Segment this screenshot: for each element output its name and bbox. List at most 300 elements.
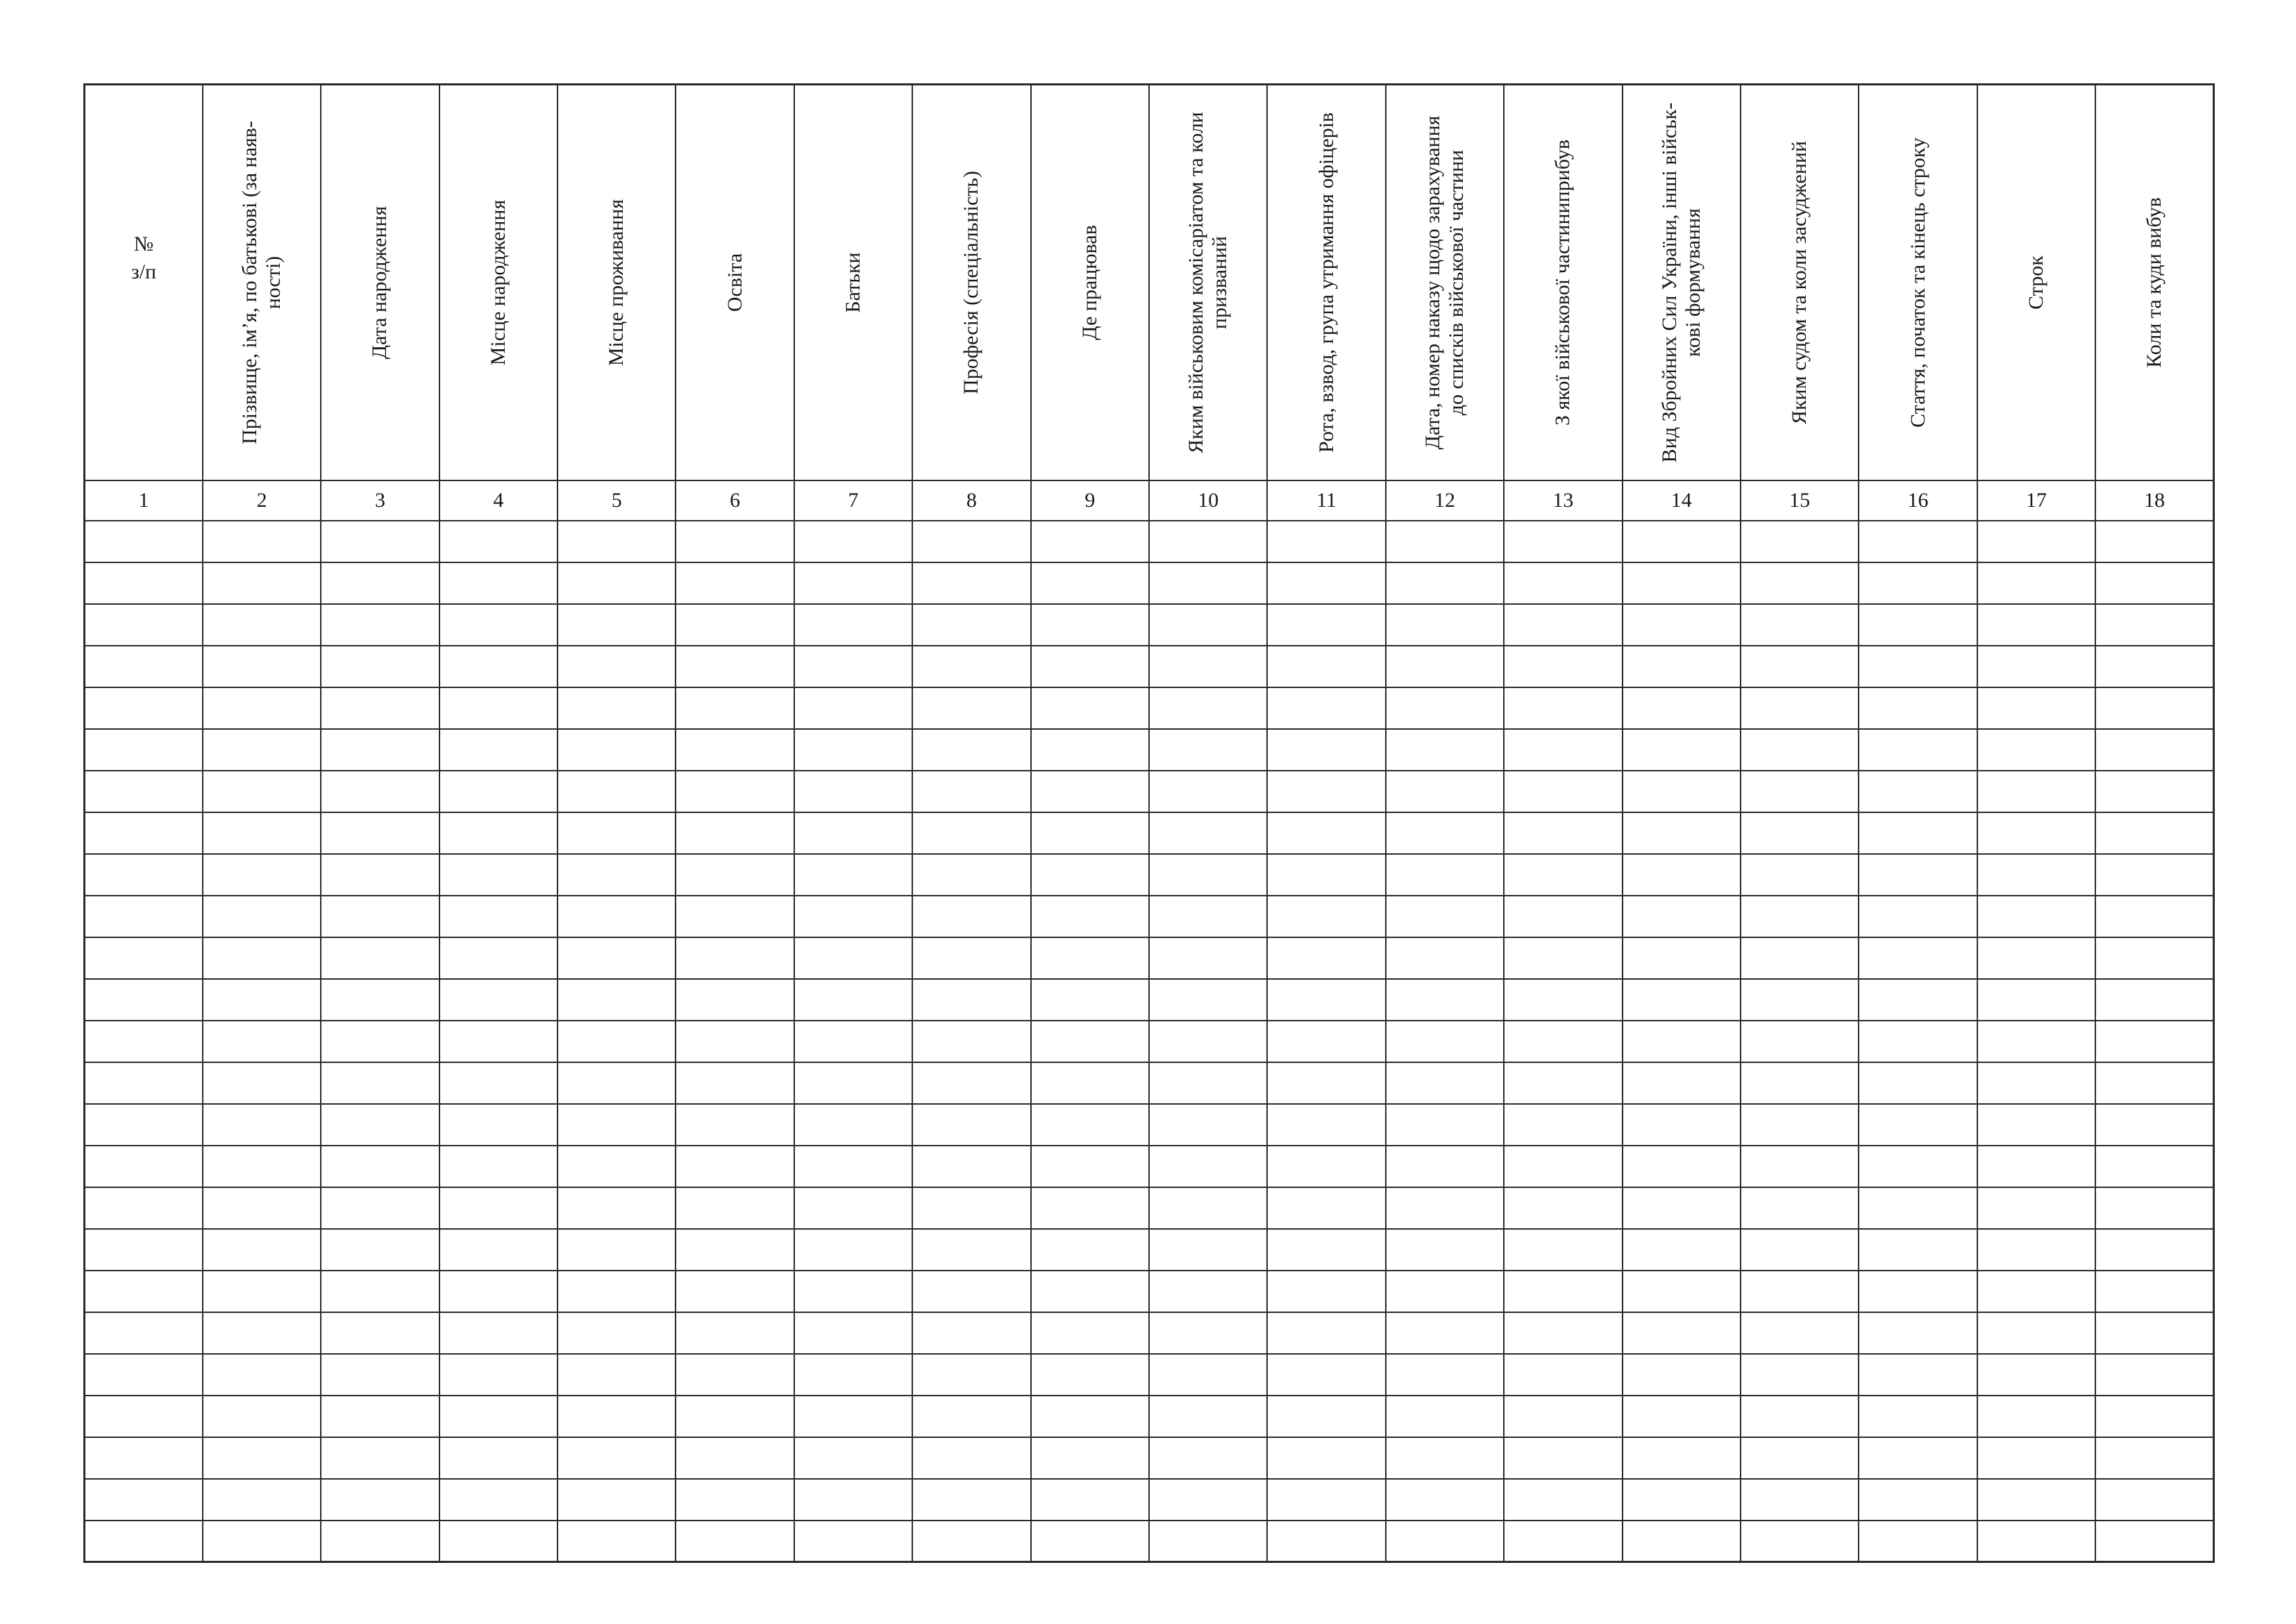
table-cell[interactable] [1031,937,1149,979]
table-cell[interactable] [1504,646,1622,687]
table-cell[interactable] [1504,1312,1622,1354]
table-cell[interactable] [912,1104,1030,1146]
table-cell[interactable] [1149,937,1267,979]
table-cell[interactable] [1977,1021,2095,1062]
table-cell[interactable] [2095,896,2213,937]
table-cell[interactable] [1386,646,1504,687]
table-cell[interactable] [1977,812,2095,854]
table-cell[interactable] [794,1437,912,1479]
table-cell[interactable] [1741,854,1859,896]
table-cell[interactable] [1504,812,1622,854]
table-cell[interactable] [1031,1437,1149,1479]
table-cell[interactable] [1623,562,1741,604]
table-cell[interactable] [1623,854,1741,896]
table-cell[interactable] [1977,521,2095,562]
table-cell[interactable] [558,812,676,854]
table-cell[interactable] [1741,1396,1859,1437]
table-cell[interactable] [1623,1396,1741,1437]
table-cell[interactable] [794,521,912,562]
table-cell[interactable] [321,1229,439,1271]
table-cell[interactable] [1504,729,1622,771]
table-cell[interactable] [1386,1521,1504,1562]
table-cell[interactable] [558,1062,676,1104]
table-cell[interactable] [1031,1104,1149,1146]
table-cell[interactable] [1741,1229,1859,1271]
table-cell[interactable] [1267,1229,1385,1271]
table-cell[interactable] [1859,1229,1977,1271]
table-cell[interactable] [1504,1354,1622,1396]
table-cell[interactable] [676,521,794,562]
table-cell[interactable] [439,1521,558,1562]
table-cell[interactable] [1149,1187,1267,1229]
table-cell[interactable] [1386,812,1504,854]
table-cell[interactable] [1741,729,1859,771]
table-cell[interactable] [321,1521,439,1562]
table-cell[interactable] [321,1479,439,1521]
table-cell[interactable] [1267,1521,1385,1562]
table-cell[interactable] [439,1104,558,1146]
table-cell[interactable] [2095,1104,2213,1146]
table-cell[interactable] [2095,1229,2213,1271]
table-cell[interactable] [439,604,558,646]
table-cell[interactable] [1267,771,1385,812]
table-cell[interactable] [1741,937,1859,979]
table-cell[interactable] [321,729,439,771]
table-cell[interactable] [1267,854,1385,896]
table-cell[interactable] [203,1271,321,1312]
table-cell[interactable] [676,937,794,979]
table-cell[interactable] [439,771,558,812]
table-cell[interactable] [1386,896,1504,937]
table-cell[interactable] [1504,771,1622,812]
table-cell[interactable] [85,771,203,812]
table-cell[interactable] [2095,937,2213,979]
table-cell[interactable] [1623,979,1741,1021]
table-cell[interactable] [1859,1021,1977,1062]
table-cell[interactable] [321,1312,439,1354]
table-cell[interactable] [2095,812,2213,854]
table-cell[interactable] [676,854,794,896]
table-cell[interactable] [1859,1146,1977,1187]
table-cell[interactable] [794,687,912,729]
table-cell[interactable] [558,1312,676,1354]
table-cell[interactable] [1267,979,1385,1021]
table-cell[interactable] [439,937,558,979]
table-cell[interactable] [794,979,912,1021]
table-cell[interactable] [1623,1229,1741,1271]
table-cell[interactable] [912,1187,1030,1229]
table-cell[interactable] [912,1271,1030,1312]
table-cell[interactable] [1741,687,1859,729]
table-cell[interactable] [1267,1187,1385,1229]
table-cell[interactable] [794,1354,912,1396]
table-cell[interactable] [794,1146,912,1187]
table-cell[interactable] [1623,771,1741,812]
table-cell[interactable] [558,604,676,646]
table-cell[interactable] [2095,1437,2213,1479]
table-cell[interactable] [1504,1521,1622,1562]
table-cell[interactable] [1386,771,1504,812]
table-cell[interactable] [2095,1021,2213,1062]
table-cell[interactable] [1623,1146,1741,1187]
table-cell[interactable] [321,1021,439,1062]
table-cell[interactable] [558,729,676,771]
table-cell[interactable] [321,646,439,687]
table-cell[interactable] [1031,729,1149,771]
table-cell[interactable] [912,604,1030,646]
table-cell[interactable] [676,1271,794,1312]
table-cell[interactable] [1977,562,2095,604]
table-cell[interactable] [1859,854,1977,896]
table-cell[interactable] [1386,1104,1504,1146]
table-cell[interactable] [1504,1187,1622,1229]
table-cell[interactable] [203,854,321,896]
table-cell[interactable] [1741,1062,1859,1104]
table-cell[interactable] [203,729,321,771]
table-cell[interactable] [1977,854,2095,896]
table-cell[interactable] [2095,729,2213,771]
table-cell[interactable] [1623,1104,1741,1146]
table-cell[interactable] [1267,1062,1385,1104]
table-cell[interactable] [321,1146,439,1187]
table-cell[interactable] [2095,562,2213,604]
table-cell[interactable] [1031,604,1149,646]
table-cell[interactable] [912,646,1030,687]
table-cell[interactable] [1149,1271,1267,1312]
table-cell[interactable] [1977,1396,2095,1437]
table-cell[interactable] [321,854,439,896]
table-cell[interactable] [1149,729,1267,771]
table-cell[interactable] [1149,604,1267,646]
table-cell[interactable] [676,1354,794,1396]
table-cell[interactable] [1386,729,1504,771]
table-cell[interactable] [1149,1521,1267,1562]
table-cell[interactable] [912,896,1030,937]
table-cell[interactable] [912,771,1030,812]
table-cell[interactable] [1386,1479,1504,1521]
table-cell[interactable] [1149,1021,1267,1062]
table-cell[interactable] [85,1396,203,1437]
table-cell[interactable] [912,687,1030,729]
table-cell[interactable] [1623,687,1741,729]
table-cell[interactable] [439,1021,558,1062]
table-cell[interactable] [1859,1354,1977,1396]
table-cell[interactable] [1031,1187,1149,1229]
table-cell[interactable] [1149,1146,1267,1187]
table-cell[interactable] [1623,1062,1741,1104]
table-cell[interactable] [794,1396,912,1437]
table-cell[interactable] [1149,1396,1267,1437]
table-cell[interactable] [1149,812,1267,854]
table-cell[interactable] [85,1187,203,1229]
table-cell[interactable] [1741,604,1859,646]
table-cell[interactable] [1504,1146,1622,1187]
table-cell[interactable] [203,1229,321,1271]
table-cell[interactable] [85,1104,203,1146]
table-cell[interactable] [85,1021,203,1062]
table-cell[interactable] [794,1521,912,1562]
table-cell[interactable] [912,1229,1030,1271]
table-cell[interactable] [1267,1146,1385,1187]
table-cell[interactable] [558,646,676,687]
table-cell[interactable] [794,604,912,646]
table-cell[interactable] [439,1146,558,1187]
table-cell[interactable] [1741,521,1859,562]
table-cell[interactable] [1859,687,1977,729]
table-cell[interactable] [1741,812,1859,854]
table-cell[interactable] [1267,1437,1385,1479]
table-cell[interactable] [1267,604,1385,646]
table-cell[interactable] [1741,1521,1859,1562]
table-cell[interactable] [1859,1312,1977,1354]
table-cell[interactable] [1267,1479,1385,1521]
table-cell[interactable] [1149,1354,1267,1396]
table-cell[interactable] [676,562,794,604]
table-cell[interactable] [1741,1479,1859,1521]
table-cell[interactable] [794,729,912,771]
table-cell[interactable] [1149,979,1267,1021]
table-cell[interactable] [1031,521,1149,562]
table-cell[interactable] [912,812,1030,854]
table-cell[interactable] [1386,1146,1504,1187]
table-cell[interactable] [1977,1479,2095,1521]
table-cell[interactable] [1859,1104,1977,1146]
table-cell[interactable] [558,1396,676,1437]
table-cell[interactable] [1386,1271,1504,1312]
table-cell[interactable] [912,1062,1030,1104]
table-cell[interactable] [1031,771,1149,812]
table-cell[interactable] [2095,1479,2213,1521]
table-cell[interactable] [912,854,1030,896]
table-cell[interactable] [1977,1354,2095,1396]
table-cell[interactable] [1504,1062,1622,1104]
table-cell[interactable] [1977,1521,2095,1562]
table-cell[interactable] [676,1437,794,1479]
table-cell[interactable] [794,896,912,937]
table-cell[interactable] [1386,1354,1504,1396]
table-cell[interactable] [439,687,558,729]
table-cell[interactable] [203,771,321,812]
table-cell[interactable] [1031,979,1149,1021]
table-cell[interactable] [794,771,912,812]
table-cell[interactable] [1741,896,1859,937]
table-cell[interactable] [1031,1021,1149,1062]
table-cell[interactable] [321,687,439,729]
table-cell[interactable] [1149,1062,1267,1104]
table-cell[interactable] [676,604,794,646]
table-cell[interactable] [676,1104,794,1146]
table-cell[interactable] [1741,771,1859,812]
table-cell[interactable] [1504,1437,1622,1479]
table-cell[interactable] [1386,562,1504,604]
table-cell[interactable] [85,979,203,1021]
table-cell[interactable] [85,812,203,854]
table-cell[interactable] [1149,521,1267,562]
table-cell[interactable] [1623,1021,1741,1062]
table-cell[interactable] [1504,562,1622,604]
table-cell[interactable] [1504,1021,1622,1062]
table-cell[interactable] [1741,1271,1859,1312]
table-cell[interactable] [439,521,558,562]
table-cell[interactable] [1741,1104,1859,1146]
table-cell[interactable] [1977,896,2095,937]
table-cell[interactable] [912,1396,1030,1437]
table-cell[interactable] [794,1312,912,1354]
table-cell[interactable] [1031,1062,1149,1104]
table-cell[interactable] [1859,1479,1977,1521]
table-cell[interactable] [1623,646,1741,687]
table-cell[interactable] [794,1479,912,1521]
table-cell[interactable] [203,604,321,646]
table-cell[interactable] [1149,1229,1267,1271]
table-cell[interactable] [85,937,203,979]
table-cell[interactable] [1859,1521,1977,1562]
table-cell[interactable] [1741,1354,1859,1396]
table-cell[interactable] [1977,646,2095,687]
table-cell[interactable] [1623,1479,1741,1521]
table-cell[interactable] [321,1062,439,1104]
table-cell[interactable] [1977,1187,2095,1229]
table-cell[interactable] [85,854,203,896]
table-cell[interactable] [85,646,203,687]
table-cell[interactable] [1977,604,2095,646]
table-cell[interactable] [676,729,794,771]
table-cell[interactable] [912,1479,1030,1521]
table-cell[interactable] [203,1187,321,1229]
table-cell[interactable] [794,854,912,896]
table-cell[interactable] [1504,1104,1622,1146]
table-cell[interactable] [203,1312,321,1354]
table-cell[interactable] [1031,1271,1149,1312]
table-cell[interactable] [85,1521,203,1562]
table-cell[interactable] [1031,1521,1149,1562]
table-cell[interactable] [1504,1479,1622,1521]
table-cell[interactable] [439,1437,558,1479]
table-cell[interactable] [1386,521,1504,562]
table-cell[interactable] [1623,1187,1741,1229]
table-cell[interactable] [1149,646,1267,687]
table-cell[interactable] [794,937,912,979]
table-cell[interactable] [1386,1396,1504,1437]
table-cell[interactable] [85,521,203,562]
table-cell[interactable] [2095,1271,2213,1312]
table-cell[interactable] [2095,646,2213,687]
table-cell[interactable] [2095,521,2213,562]
table-cell[interactable] [558,1437,676,1479]
table-cell[interactable] [321,896,439,937]
table-cell[interactable] [1149,854,1267,896]
table-cell[interactable] [1623,1312,1741,1354]
table-cell[interactable] [203,896,321,937]
table-cell[interactable] [1859,1396,1977,1437]
table-cell[interactable] [676,771,794,812]
table-cell[interactable] [676,646,794,687]
table-cell[interactable] [203,687,321,729]
table-cell[interactable] [439,1354,558,1396]
table-cell[interactable] [321,1104,439,1146]
table-cell[interactable] [1623,937,1741,979]
table-cell[interactable] [676,979,794,1021]
table-cell[interactable] [203,1021,321,1062]
table-cell[interactable] [1149,771,1267,812]
table-cell[interactable] [794,1187,912,1229]
table-cell[interactable] [439,1312,558,1354]
table-cell[interactable] [321,1437,439,1479]
table-cell[interactable] [203,1146,321,1187]
table-cell[interactable] [1977,729,2095,771]
table-cell[interactable] [1741,979,1859,1021]
table-cell[interactable] [203,1396,321,1437]
table-cell[interactable] [1267,1271,1385,1312]
table-cell[interactable] [1267,937,1385,979]
table-cell[interactable] [1504,937,1622,979]
table-cell[interactable] [1859,521,1977,562]
table-cell[interactable] [2095,1521,2213,1562]
table-cell[interactable] [558,854,676,896]
table-cell[interactable] [439,1396,558,1437]
table-cell[interactable] [1859,562,1977,604]
table-cell[interactable] [1267,1021,1385,1062]
table-cell[interactable] [1741,1312,1859,1354]
table-cell[interactable] [203,937,321,979]
table-cell[interactable] [1031,687,1149,729]
table-cell[interactable] [2095,1354,2213,1396]
table-cell[interactable] [1977,771,2095,812]
table-cell[interactable] [1623,729,1741,771]
table-cell[interactable] [912,1146,1030,1187]
table-cell[interactable] [1741,1187,1859,1229]
table-cell[interactable] [1741,1021,1859,1062]
table-cell[interactable] [439,1187,558,1229]
table-cell[interactable] [794,812,912,854]
table-cell[interactable] [1859,1062,1977,1104]
table-cell[interactable] [558,896,676,937]
table-cell[interactable] [1741,562,1859,604]
table-cell[interactable] [558,1187,676,1229]
table-cell[interactable] [794,1229,912,1271]
table-cell[interactable] [1267,1354,1385,1396]
table-cell[interactable] [1741,646,1859,687]
table-cell[interactable] [1623,1354,1741,1396]
table-cell[interactable] [1031,854,1149,896]
table-cell[interactable] [1504,687,1622,729]
table-cell[interactable] [1623,521,1741,562]
table-cell[interactable] [203,1437,321,1479]
table-cell[interactable] [439,812,558,854]
table-cell[interactable] [85,604,203,646]
table-cell[interactable] [439,1062,558,1104]
table-cell[interactable] [1386,1187,1504,1229]
table-cell[interactable] [558,562,676,604]
table-cell[interactable] [2095,771,2213,812]
table-cell[interactable] [1031,1396,1149,1437]
table-cell[interactable] [558,979,676,1021]
table-cell[interactable] [1149,1312,1267,1354]
table-cell[interactable] [321,937,439,979]
table-cell[interactable] [85,562,203,604]
table-cell[interactable] [439,729,558,771]
table-cell[interactable] [1504,1396,1622,1437]
table-cell[interactable] [439,1229,558,1271]
table-cell[interactable] [1386,1437,1504,1479]
table-cell[interactable] [1859,979,1977,1021]
table-cell[interactable] [1859,896,1977,937]
table-cell[interactable] [1859,604,1977,646]
table-cell[interactable] [203,1104,321,1146]
table-cell[interactable] [558,1354,676,1396]
table-cell[interactable] [1386,1312,1504,1354]
table-cell[interactable] [1386,979,1504,1021]
